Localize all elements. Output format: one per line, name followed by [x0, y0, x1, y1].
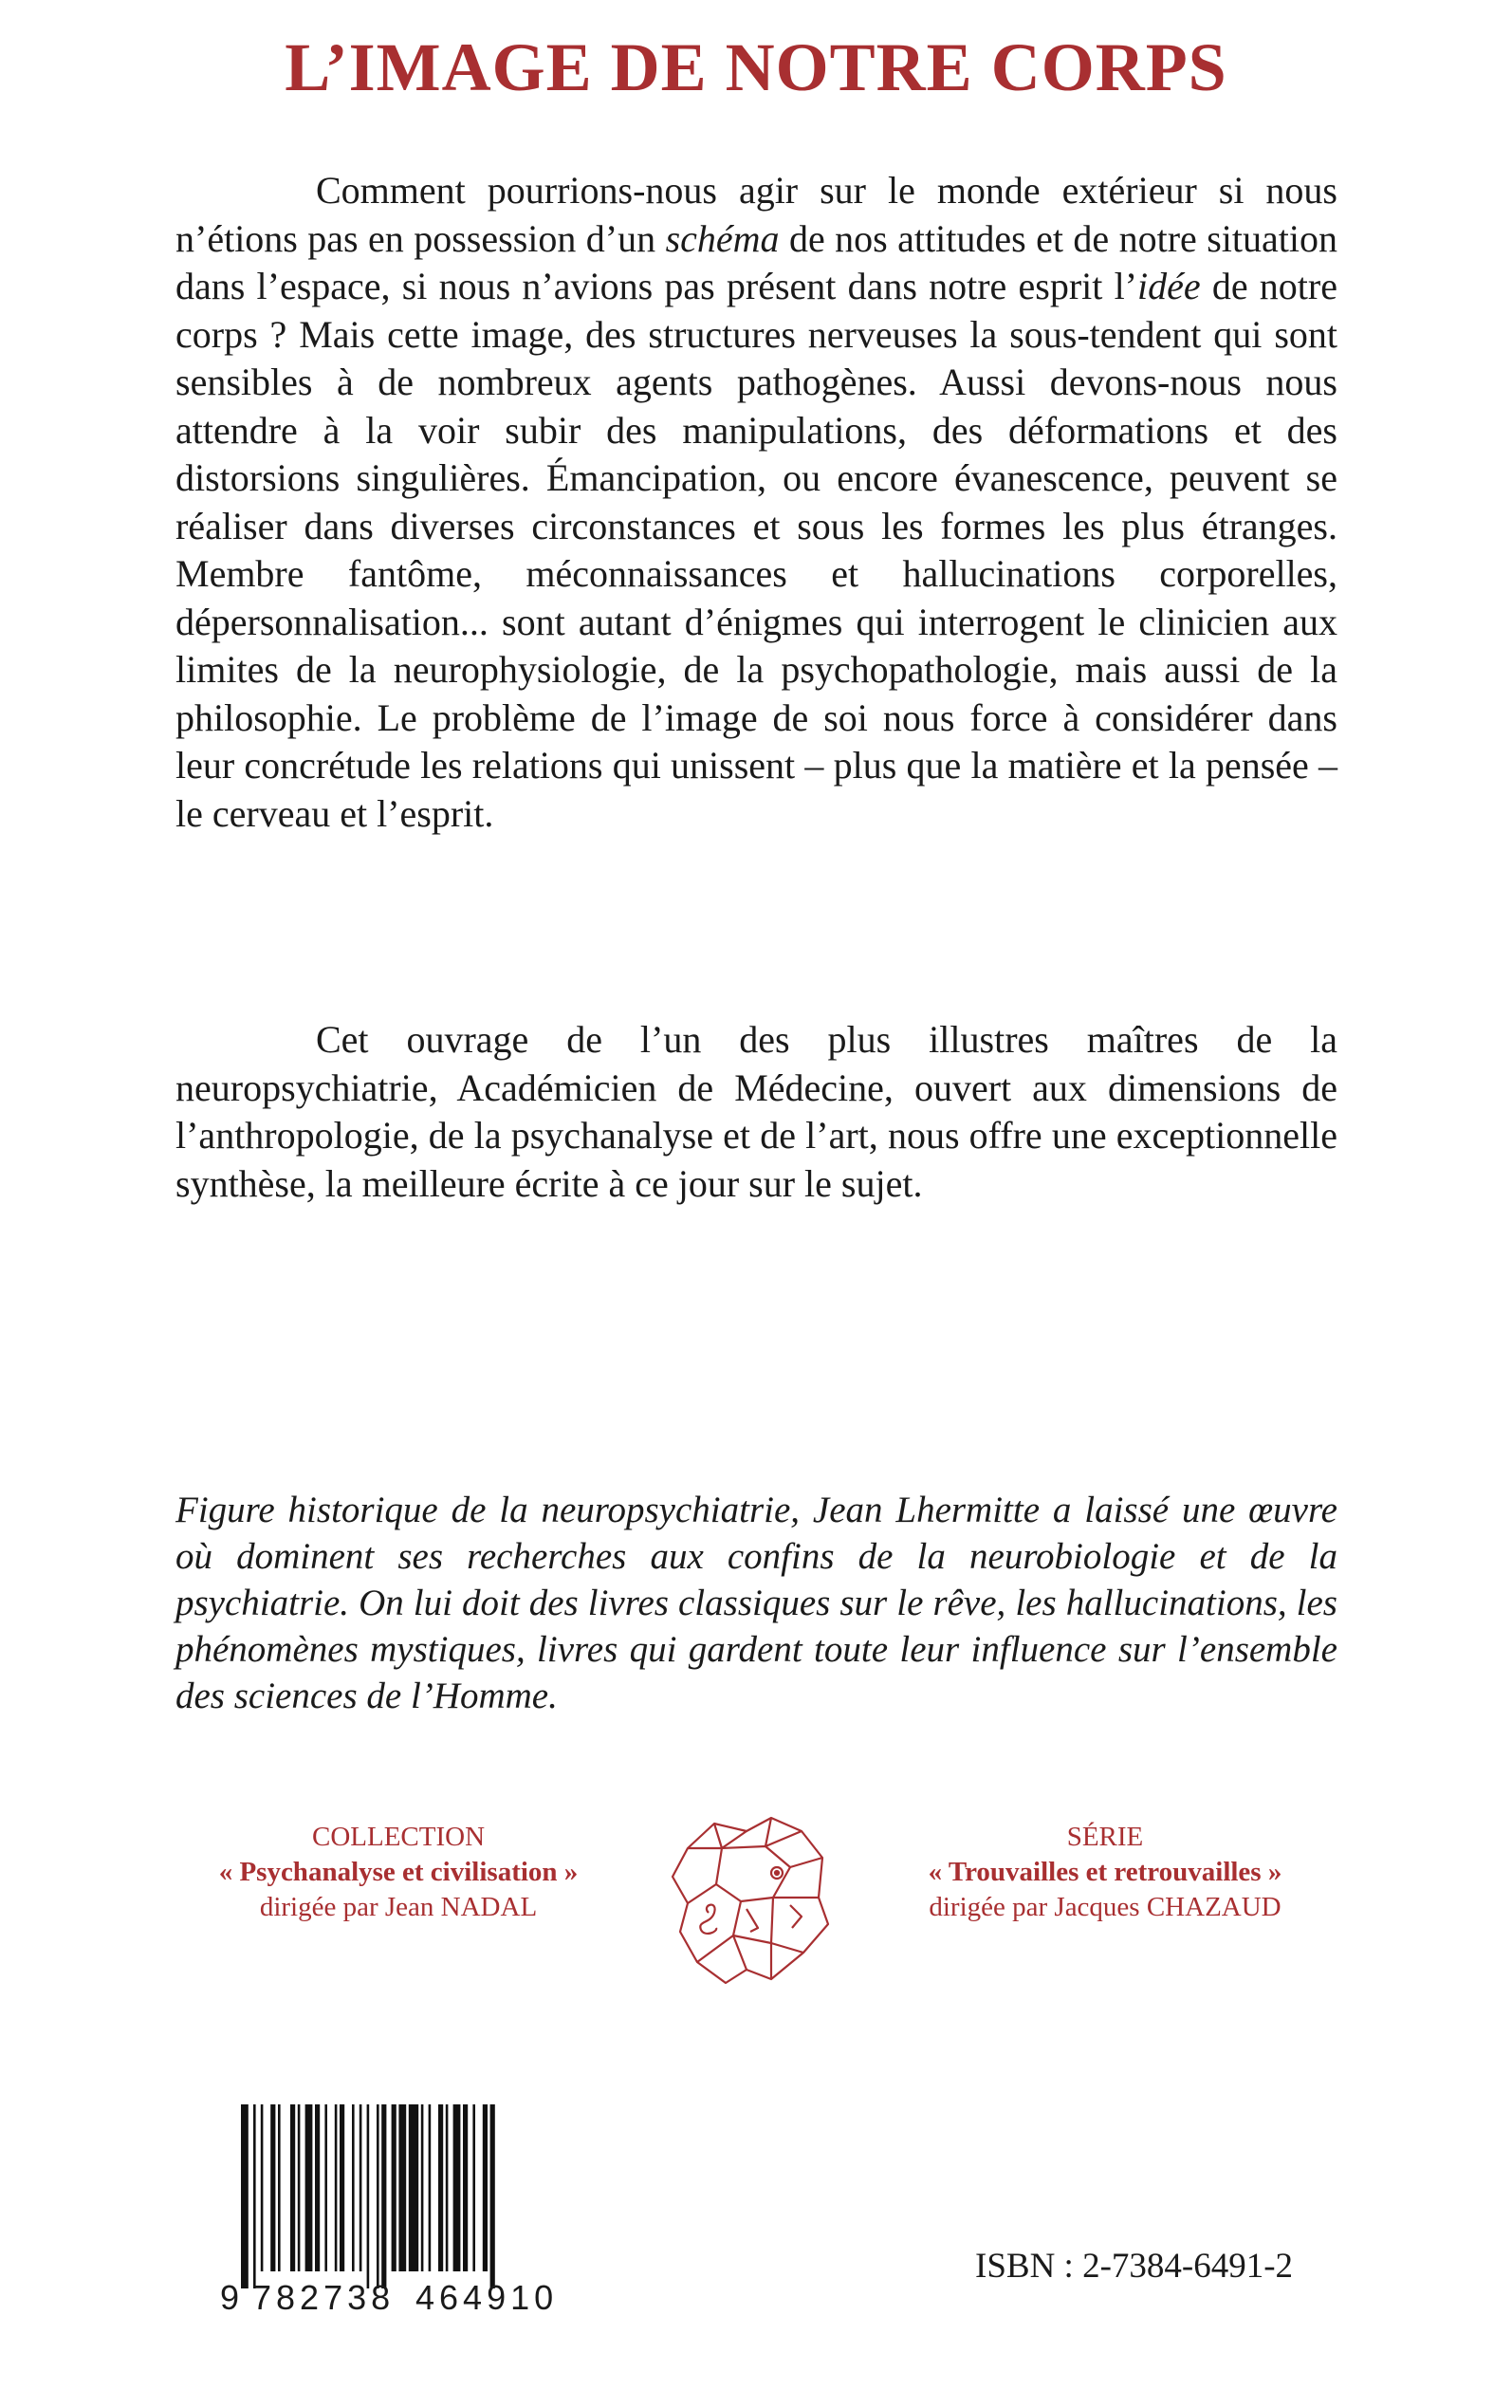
- barcode-bar: [392, 2104, 396, 2271]
- barcode-bar: [335, 2104, 338, 2271]
- serie-name: « Trouvailles et retrouvailles »: [928, 1857, 1282, 1887]
- barcode-bar: [453, 2104, 461, 2271]
- barcode-bar: [409, 2104, 418, 2271]
- barcode-digit-lead: 9: [220, 2278, 240, 2317]
- barcode-bar: [429, 2104, 432, 2271]
- barcode-bar: [278, 2104, 281, 2271]
- isbn-number: ISBN : 2-7384-6491-2: [975, 2247, 1294, 2286]
- barcode-bar: [421, 2104, 424, 2271]
- barcode-bar: [340, 2104, 344, 2271]
- paragraph-1-part-c: de notre corps ? Mais cette image, des structures nerveuses la sous-tendent qui sont sensibles à de nombreux agents pathogènes. Aussi devons-nous nous attendre à la voir subir des manipulations, des déformations et des distorsions singulières. Émancipation, ou encore évanescence, peuvent se réaliser dans diverses circonstances et sous les formes les plus étranges. Membre fantôme, méconnaissances et hallucinations corporelles, dépersonnalisation... sont autant d’énigmes qui interrogent le clinicien aux limites de la neurophysiologie, de la psychopathologie, mais aussi de la philosophie. Le problème de l’image de soi nous force à considérer dans leur concrétude les relations qui unissent – plus que la matière et la pensée – le cerveau et l’esprit.: [175, 265, 1337, 835]
- barcode-bar: [298, 2104, 301, 2271]
- paragraph-1-part-b: de nos attitudes et de notre situation dans l’espace, si nous n’avions pas présent dans notre esprit l’: [175, 216, 1337, 307]
- barcode-bar: [463, 2104, 468, 2271]
- barcode-bar: [305, 2104, 313, 2271]
- barcode-bar: [352, 2104, 355, 2271]
- barcode-bar: [377, 2104, 379, 2288]
- collection-director: dirigée par Jean NADAL: [259, 1892, 538, 1922]
- serie-label: SÉRIE: [1066, 1822, 1144, 1852]
- collection-name: « Psychanalyse et civilisation »: [218, 1857, 579, 1887]
- barcode-bar: [367, 2104, 370, 2288]
- barcode-bar: [261, 2104, 264, 2271]
- collection-block: [180, 1820, 617, 1925]
- barcode-bar: [398, 2104, 406, 2271]
- description-paragraph-2: Cet ouvrage de l’un des plus illustres maîtres de la neuropsychiatrie, Académicien de Médecine, ouvert aux dimensions de l’anthropologie, de la psychanalyse et de l’art, nous offre une exceptionnelle synthèse, la meilleure écrite à ce jour sur le sujet.: [175, 1018, 1337, 1205]
- paragraph-1-part-a: Comment pourrions-nous agir sur le monde extérieur si nous n’étions pas en possession d’un: [175, 169, 1337, 260]
- barcode-bar: [381, 2104, 386, 2288]
- barcode-bar: [270, 2104, 275, 2271]
- barcode-bar: [483, 2104, 488, 2271]
- collection-label: COLLECTION: [311, 1822, 486, 1852]
- ean-barcode: [214, 2099, 586, 2317]
- schema-emphasis: schéma: [665, 216, 780, 260]
- barcode-bar: [446, 2104, 449, 2271]
- barcode-bar: [472, 2104, 475, 2271]
- book-title: L’IMAGE DE NOTRE CORPS: [285, 29, 1227, 105]
- description-paragraph-1: [175, 167, 1337, 838]
- barcode-bar: [324, 2104, 327, 2271]
- barcode-bar: [360, 2104, 362, 2271]
- barcode-bar: [241, 2104, 249, 2288]
- author-biography: Figure historique de la neuropsychiatrie, Jean Lhermitte a laissé une œuvre où dominent ses recherches aux confins de la neurobiologie et de la psychiatrie. On lui doit des livres classiques sur le rêve, les hallucinations, les phénomènes mystiques, livres qui gardent toute leur influence sur l’ensemble des sciences de l’Homme.: [175, 1490, 1337, 1716]
- barcode-bar: [490, 2104, 495, 2288]
- barcode-digits-right: 464910: [415, 2278, 559, 2317]
- idee-emphasis: idée: [1137, 265, 1201, 307]
- barcode-bar: [438, 2104, 443, 2271]
- publisher-logo-icon: [659, 1810, 839, 1991]
- barcode-bar: [315, 2104, 320, 2271]
- barcode-bar: [290, 2104, 295, 2271]
- serie-director: dirigée par Jacques CHAZAUD: [929, 1892, 1282, 1922]
- barcode-bar: [253, 2104, 256, 2288]
- serie-block: [882, 1820, 1328, 1925]
- barcode-digits-left: 782738: [252, 2278, 396, 2317]
